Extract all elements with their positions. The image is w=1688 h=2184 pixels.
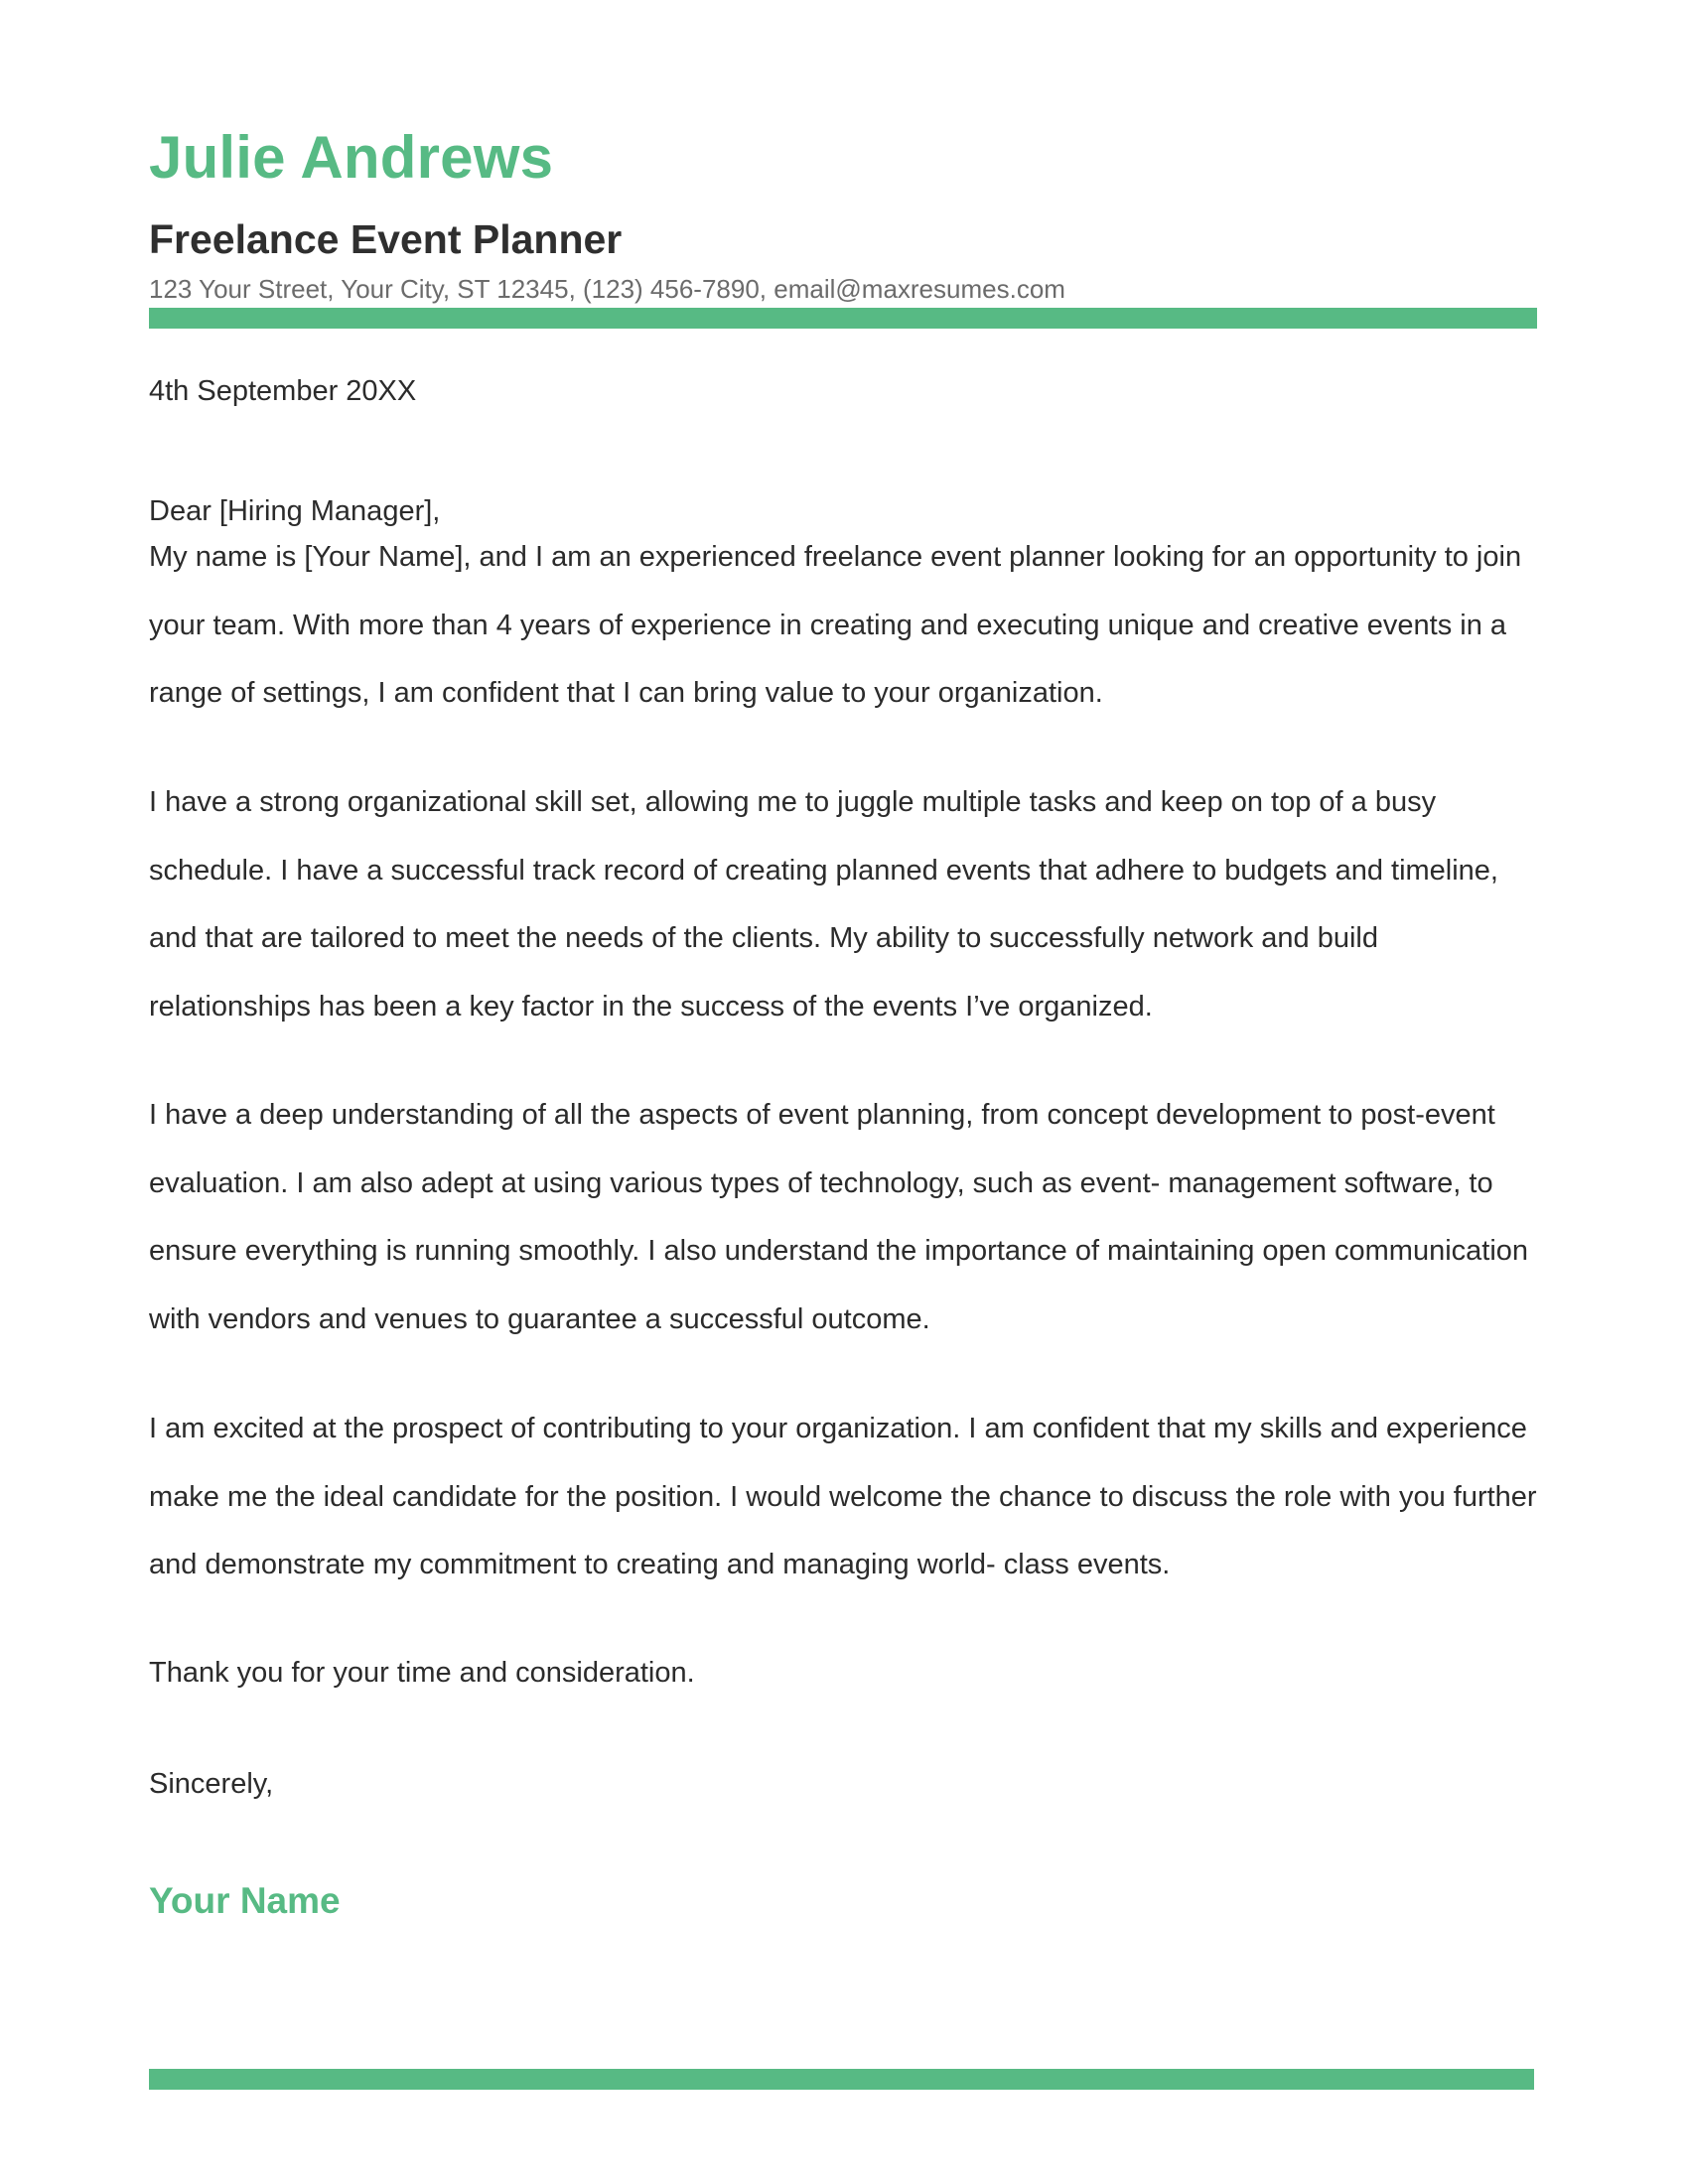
body-paragraph-1: My name is [Your Name], and I am an experienced freelance event planner looking for an opportunity to join your team. With more than 4 years of experience in creating and executing unique and creative events in a range of settings, I am confident that I can bring value to your organization.: [149, 541, 1522, 709]
salutation: Dear [Hiring Manager],: [149, 495, 441, 527]
signature-name: Your Name: [149, 1880, 341, 1921]
body-paragraph-5: Thank you for your time and consideration.: [149, 1657, 695, 1689]
letter-date: 4th September 20XX: [149, 375, 417, 407]
job-title: Freelance Event Planner: [149, 216, 623, 262]
header-divider: [149, 308, 1537, 329]
body-paragraph-3: I have a deep understanding of all the aspects of event planning, from concept development to post-event evaluation. I am also adept at using various types of technology, such as event- management software, to ensure everything is running smoothly. I also understand the importance of maintaining open communication with vendors and venues to guarantee a successful outcome.: [149, 1099, 1529, 1335]
body-paragraph-4: I am excited at the prospect of contributing to your organization. I am confident that my skills and experience make me the ideal candidate for the position. I would welcome the chance to discuss the role with you further and demonstrate my commitment to creating and managing world- class events.: [149, 1413, 1537, 1580]
applicant-name: Julie Andrews: [149, 124, 554, 191]
footer-divider: [149, 2069, 1534, 2090]
contact-line: 123 Your Street, Your City, ST 12345, (123) 456-7890, email@maxresumes.com: [149, 274, 1065, 304]
closing: Sincerely,: [149, 1768, 274, 1800]
body-paragraph-2: I have a strong organizational skill set, allowing me to juggle multiple tasks and keep on top of a busy schedule. I have a successful track record of creating planned events that adhere to budgets and timeline, and that are tailored to meet the needs of the clients. My ability to successfully network and build relationships has been a key factor in the success of the events I’ve organized.: [149, 786, 1498, 1023]
